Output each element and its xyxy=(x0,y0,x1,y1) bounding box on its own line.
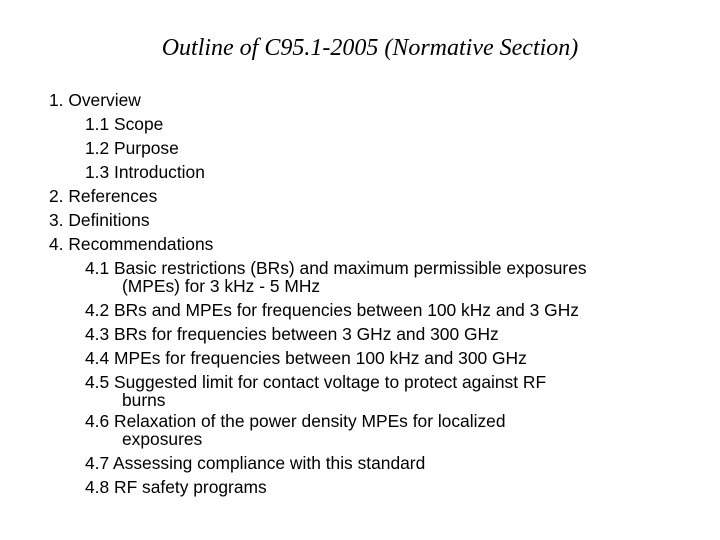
outline-item-4-6: 4.6 Relaxation of the power density MPEs for localized xyxy=(85,411,506,431)
outline-item-1-3: 1.3 Introduction xyxy=(85,162,205,182)
outline-item-4-1-continuation: (MPEs) for 3 kHz - 5 MHz xyxy=(122,276,321,296)
outline-item-4-2: 4.2 BRs and MPEs for frequencies between 100 kHz and 3 GHz xyxy=(85,300,579,320)
outline-item-4-6-continuation: exposures xyxy=(122,429,203,449)
outline-item-4-5-continuation: burns xyxy=(122,390,166,410)
slide-title: Outline of C95.1-2005 (Normative Section) xyxy=(161,35,579,61)
outline-item-2: 2. References xyxy=(49,186,158,206)
outline-item-4-4: 4.4 MPEs for frequencies between 100 kHz and 300 GHz xyxy=(85,348,527,368)
outline-item-3: 3. Definitions xyxy=(49,210,150,230)
outline-item-1: 1. Overview xyxy=(49,90,141,110)
outline-item-4-8: 4.8 RF safety programs xyxy=(85,477,267,497)
outline-item-4-7: 4.7 Assessing compliance with this standard xyxy=(85,453,426,473)
outline-item-1-1: 1.1 Scope xyxy=(85,114,164,134)
outline-item-4-1: 4.1 Basic restrictions (BRs) and maximum permissible exposures xyxy=(85,258,587,278)
outline-list xyxy=(0,88,720,499)
outline-item-4-3: 4.3 BRs for frequencies between 3 GHz and 300 GHz xyxy=(85,324,499,344)
outline-item-4-5: 4.5 Suggested limit for contact voltage to protect against RF xyxy=(85,372,547,392)
outline-item-4: 4. Recommendations xyxy=(49,234,214,254)
outline-item-1-2: 1.2 Purpose xyxy=(85,138,179,158)
